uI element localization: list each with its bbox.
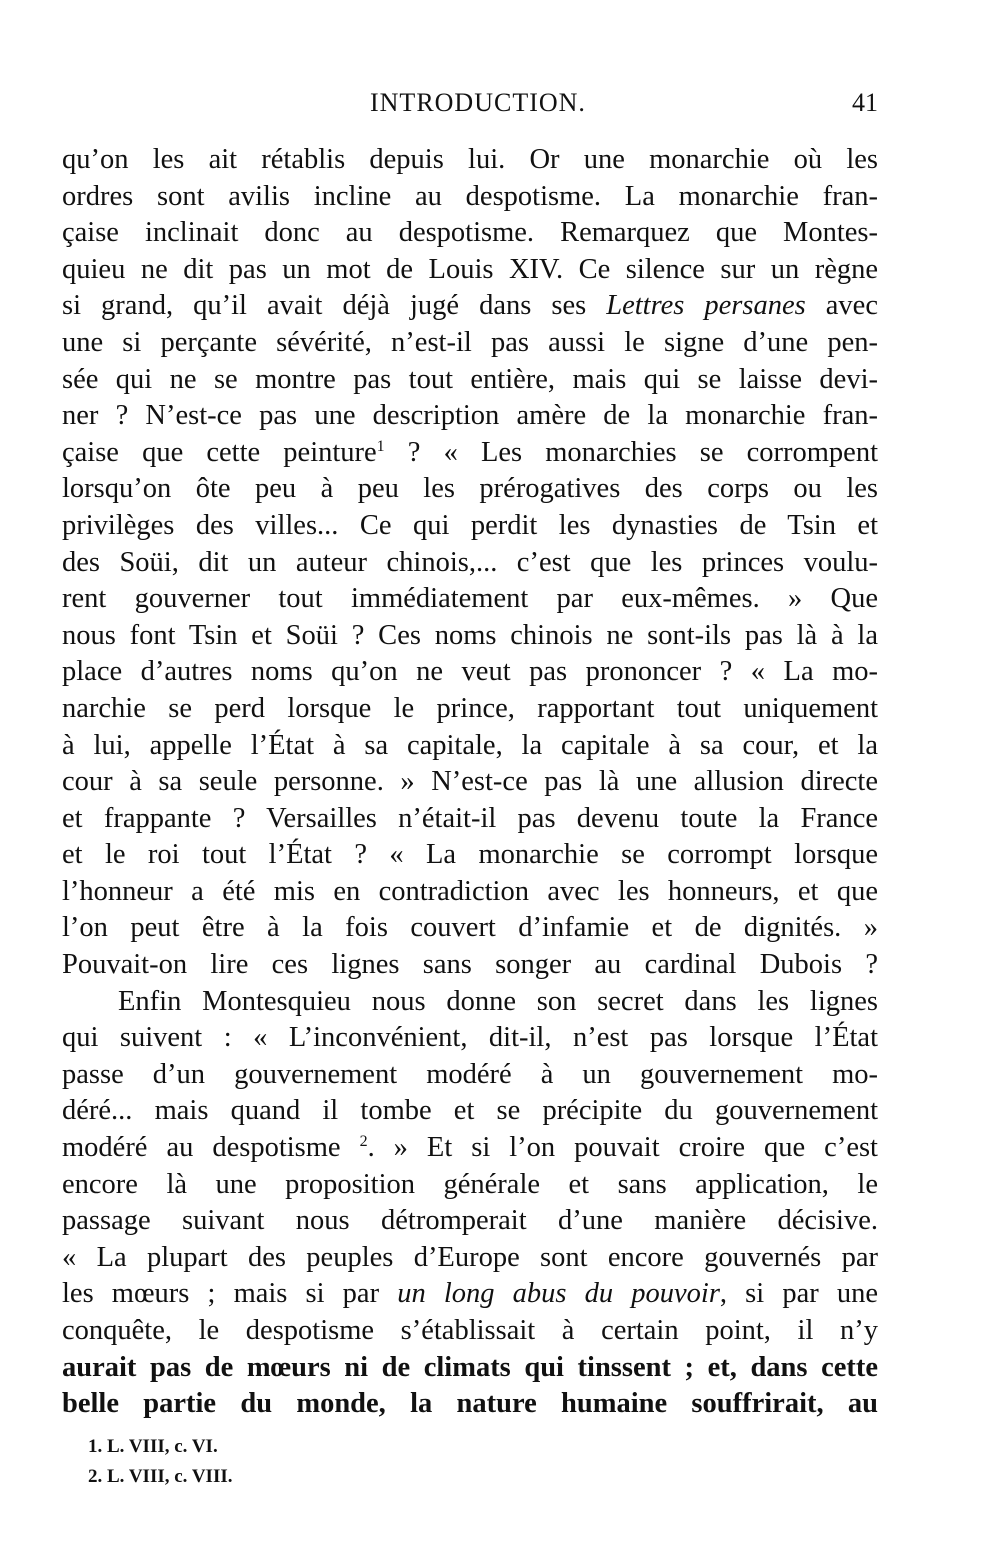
text-line: l’on peut être à la fois couvert d’infamie et de dignités. » bbox=[62, 912, 878, 944]
text-line: passe d’un gouvernement modéré à un gouvernement mo- bbox=[62, 1058, 878, 1090]
text-line: belle partie du monde, la nature humaine souffrirait, au bbox=[62, 1388, 878, 1420]
text-line: l’honneur a été mis en contradiction avec les honneurs, et que bbox=[62, 875, 878, 907]
text-line: privilèges des villes... Ce qui perdit les dynasties de Tsin et bbox=[62, 509, 878, 541]
text-line: narchie se perd lorsque le prince, rapportant tout uniquement bbox=[62, 692, 878, 724]
text-line: qui suivent : « L’inconvénient, dit-il, n’est pas lorsque l’État bbox=[62, 1022, 878, 1054]
text-line: Enfin Montesquieu nous donne son secret dans les lignes bbox=[118, 985, 878, 1017]
text-segment: çaise que cette peinture bbox=[62, 436, 377, 468]
text-line: ordres sont avilis incline au despotisme. La monarchie fran- bbox=[62, 180, 878, 212]
text-line: sée qui ne se montre pas tout entière, mais qui se laisse devi- bbox=[62, 363, 878, 395]
text-line: aurait pas de mœurs ni de climats qui tinssent ; et, dans cette bbox=[62, 1351, 878, 1383]
text-line: qu’on les ait rétablis depuis lui. Or une monarchie où les bbox=[62, 144, 878, 175]
text-line: et frappante ? Versailles n’était-il pas devenu toute la France bbox=[62, 802, 878, 834]
footnotes bbox=[88, 1432, 232, 1492]
text-line: ner ? N’est-ce pas une description amère de la monarchie fran- bbox=[62, 400, 878, 432]
text-line: conquête, le despotisme s’établissait à certain point, il n’y bbox=[62, 1315, 878, 1346]
text-line: rent gouverner tout immédiatement par eux-mêmes. » Que bbox=[62, 583, 878, 615]
text-line: Pouvait-on lire ces lignes sans songer au cardinal Dubois ? bbox=[62, 949, 878, 981]
footnote-ref: 2 bbox=[359, 1133, 368, 1151]
footnote-1: 1. L. VIII, c. VI. bbox=[88, 1436, 218, 1457]
running-title: INTRODUCTION. bbox=[370, 88, 586, 117]
text-line: çaise inclinait donc au despotisme. Remarquez que Montes- bbox=[62, 217, 878, 249]
text-line: encore là une proposition générale et sans application, le bbox=[62, 1168, 878, 1200]
italic-text: un long abus du pouvoir bbox=[397, 1278, 720, 1310]
text-line: nous font Tsin et Soüi ? Ces noms chinois ne sont-ils pas là à la bbox=[62, 619, 878, 651]
footnote-ref: 1 bbox=[376, 437, 385, 455]
text-segment: si grand, qu’il avait déjà jugé dans ses bbox=[62, 290, 607, 322]
text-line: quieu ne dit pas un mot de Louis XIV. Ce silence sur un règne bbox=[62, 253, 878, 285]
text-segment: les mœurs ; mais si par bbox=[62, 1278, 398, 1310]
text-line bbox=[62, 1130, 878, 1167]
body-text bbox=[62, 142, 878, 1423]
text-segment: modéré au despotisme bbox=[62, 1132, 360, 1164]
text-line bbox=[62, 1276, 878, 1313]
text-line: « La plupart des peuples d’Europe sont encore gouvernés par bbox=[62, 1241, 878, 1273]
text-segment: , si par une bbox=[719, 1278, 879, 1310]
text-segment: . » Et si l’on pouvait croire que c’est bbox=[367, 1132, 878, 1164]
text-line: une si perçante sévérité, n’est-il pas aussi le signe d’une pen- bbox=[62, 326, 878, 358]
text-line: déré... mais quand il tombe et se précipite du gouvernement bbox=[62, 1095, 878, 1127]
text-line: cour à sa seule personne. » N’est-ce pas là une allusion directe bbox=[62, 766, 878, 798]
text-line bbox=[62, 288, 878, 325]
text-line bbox=[62, 435, 878, 472]
italic-text: Lettres persanes bbox=[606, 290, 806, 322]
page-header bbox=[62, 88, 878, 124]
text-line: et le roi tout l’État ? « La monarchie se corrompt lorsque bbox=[62, 839, 878, 871]
footnote-2: 2. L. VIII, c. VIII. bbox=[88, 1466, 233, 1487]
text-line: des Soüi, dit un auteur chinois,... c’est que les princes voulu- bbox=[62, 546, 878, 578]
text-line: place d’autres noms qu’on ne veut pas prononcer ? « La mo- bbox=[62, 656, 878, 688]
page-number: 41 bbox=[852, 88, 878, 117]
text-segment: avec bbox=[805, 290, 878, 322]
text-segment: ? « Les monarchies se corrompent bbox=[384, 436, 878, 468]
text-line: passage suivant nous détromperait d’une manière décisive. bbox=[62, 1205, 878, 1237]
text-line: lorsqu’on ôte peu à peu les prérogatives des corps ou les bbox=[62, 473, 878, 505]
text-line: à lui, appelle l’État à sa capitale, la capitale à sa cour, et la bbox=[62, 729, 878, 761]
